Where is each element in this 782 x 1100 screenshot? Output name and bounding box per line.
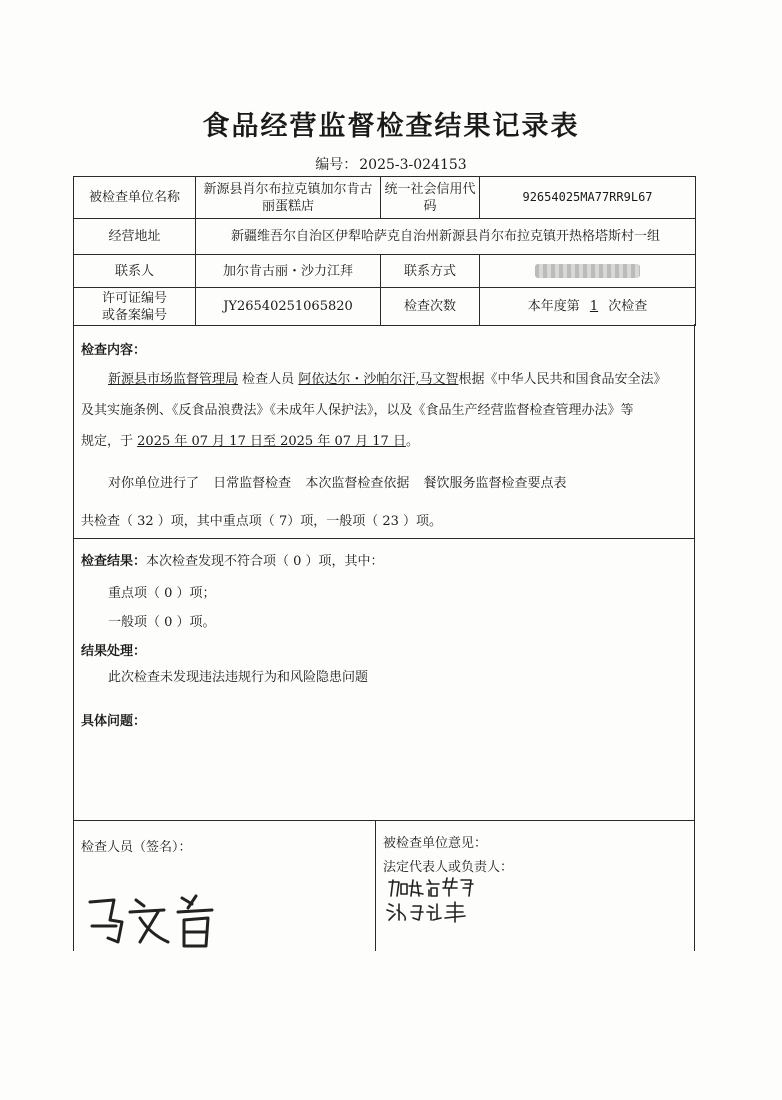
issues-heading: 具体问题： xyxy=(81,714,147,729)
general-items: 一般项（ 0 ）项。 xyxy=(108,615,216,630)
address-value: 新疆维吾尔自治区伊犁哈萨克自治州新源县肖尔布拉克镇开热格塔斯村一组 xyxy=(196,219,696,255)
signature-left-border xyxy=(73,821,74,951)
license-value: JY26540251065820 xyxy=(196,288,381,326)
representative-handwritten-signature xyxy=(385,876,477,924)
content-line4 xyxy=(108,472,566,491)
info-table xyxy=(73,176,696,326)
inspection-type: 日常监督检查 xyxy=(213,476,292,491)
serial-value: 2025-3-024153 xyxy=(359,157,467,173)
agency-name: 新源县市场监督管理局 xyxy=(108,372,239,387)
content-heading: 检查内容： xyxy=(81,343,147,358)
representative-label: 法定代表人或负责人： xyxy=(383,860,514,875)
phone-label: 联系方式 xyxy=(381,255,480,288)
unit-name-value: 新源县肖尔布拉克镇加尔肯古丽蛋糕店 xyxy=(196,177,381,219)
license-label-line2: 或备案编号 xyxy=(101,307,167,323)
line3-prefix: 规定，于 xyxy=(81,434,134,449)
count-suffix: 次检查 xyxy=(608,299,648,314)
content-line5: 共检查（ 32 ）项，其中重点项（ 7）项，一般项（ 23 ）项。 xyxy=(81,514,443,529)
count-value: 1 xyxy=(589,299,599,314)
opinion-label: 被检查单位意见： xyxy=(383,836,488,851)
serial-label: 编号： xyxy=(315,157,358,173)
address-label: 经营地址 xyxy=(74,219,196,255)
inspector-handwritten-signature xyxy=(84,890,224,952)
content-line1 xyxy=(108,368,666,387)
contact-label: 联系人 xyxy=(74,255,196,288)
redacted-phone xyxy=(535,264,640,278)
line4-mid: 本次监督检查依据 xyxy=(305,476,410,491)
license-label xyxy=(74,288,196,326)
credit-code-value: 92654025MA77RR9L67 xyxy=(480,177,696,219)
signature-right-border xyxy=(694,821,695,951)
inspection-basis: 餐饮服务监督检查要点表 xyxy=(423,476,567,491)
result-heading: 检查结果： xyxy=(81,554,147,569)
section-divider xyxy=(73,538,695,539)
inspector-signature-label: 检查人员（签名）： xyxy=(81,840,192,855)
inspectors-names: 阿依达尔・沙帕尔汗,马文智 xyxy=(298,372,459,387)
key-items: 重点项（ 0 ）项； xyxy=(108,586,216,601)
content-line3 xyxy=(81,430,419,449)
line4-prefix: 对你单位进行了 xyxy=(108,476,200,491)
inspectors-label: 检查人员 xyxy=(242,372,295,387)
contact-value: 加尔肯古丽・沙力江拜 xyxy=(196,255,381,288)
credit-code-label: 统一社会信用代码 xyxy=(381,177,480,219)
law-text: 根据《中华人民共和国食品安全法》 xyxy=(458,372,667,387)
result-summary: 本次检查发现不符合项（ 0 ）项，其中： xyxy=(146,554,384,569)
count-value-cell xyxy=(480,288,696,326)
count-prefix: 本年度第 xyxy=(527,299,580,314)
unit-name-label: 被检查单位名称 xyxy=(74,177,196,219)
handling-heading: 结果处理： xyxy=(81,644,147,659)
serial-number xyxy=(0,154,782,174)
handling-text: 此次检查未发现违法违规行为和风险隐患问题 xyxy=(108,670,369,685)
line3-suffix: 。 xyxy=(405,434,419,449)
content-line2: 及其实施条例、《反食品浪费法》《未成年人保护法》，以及《食品生产经营监督检查管理办法》等 xyxy=(81,403,634,418)
count-label: 检查次数 xyxy=(381,288,480,326)
license-label-line1: 许可证编号 xyxy=(101,290,167,306)
document-title: 食品经营监督检查结果记录表 xyxy=(202,111,580,142)
inspection-date-range: 2025 年 07 月 17 日至 2025 年 07 月 17 日 xyxy=(137,434,406,449)
signature-divider xyxy=(375,821,376,951)
phone-value xyxy=(480,255,696,288)
result-line xyxy=(81,550,384,569)
